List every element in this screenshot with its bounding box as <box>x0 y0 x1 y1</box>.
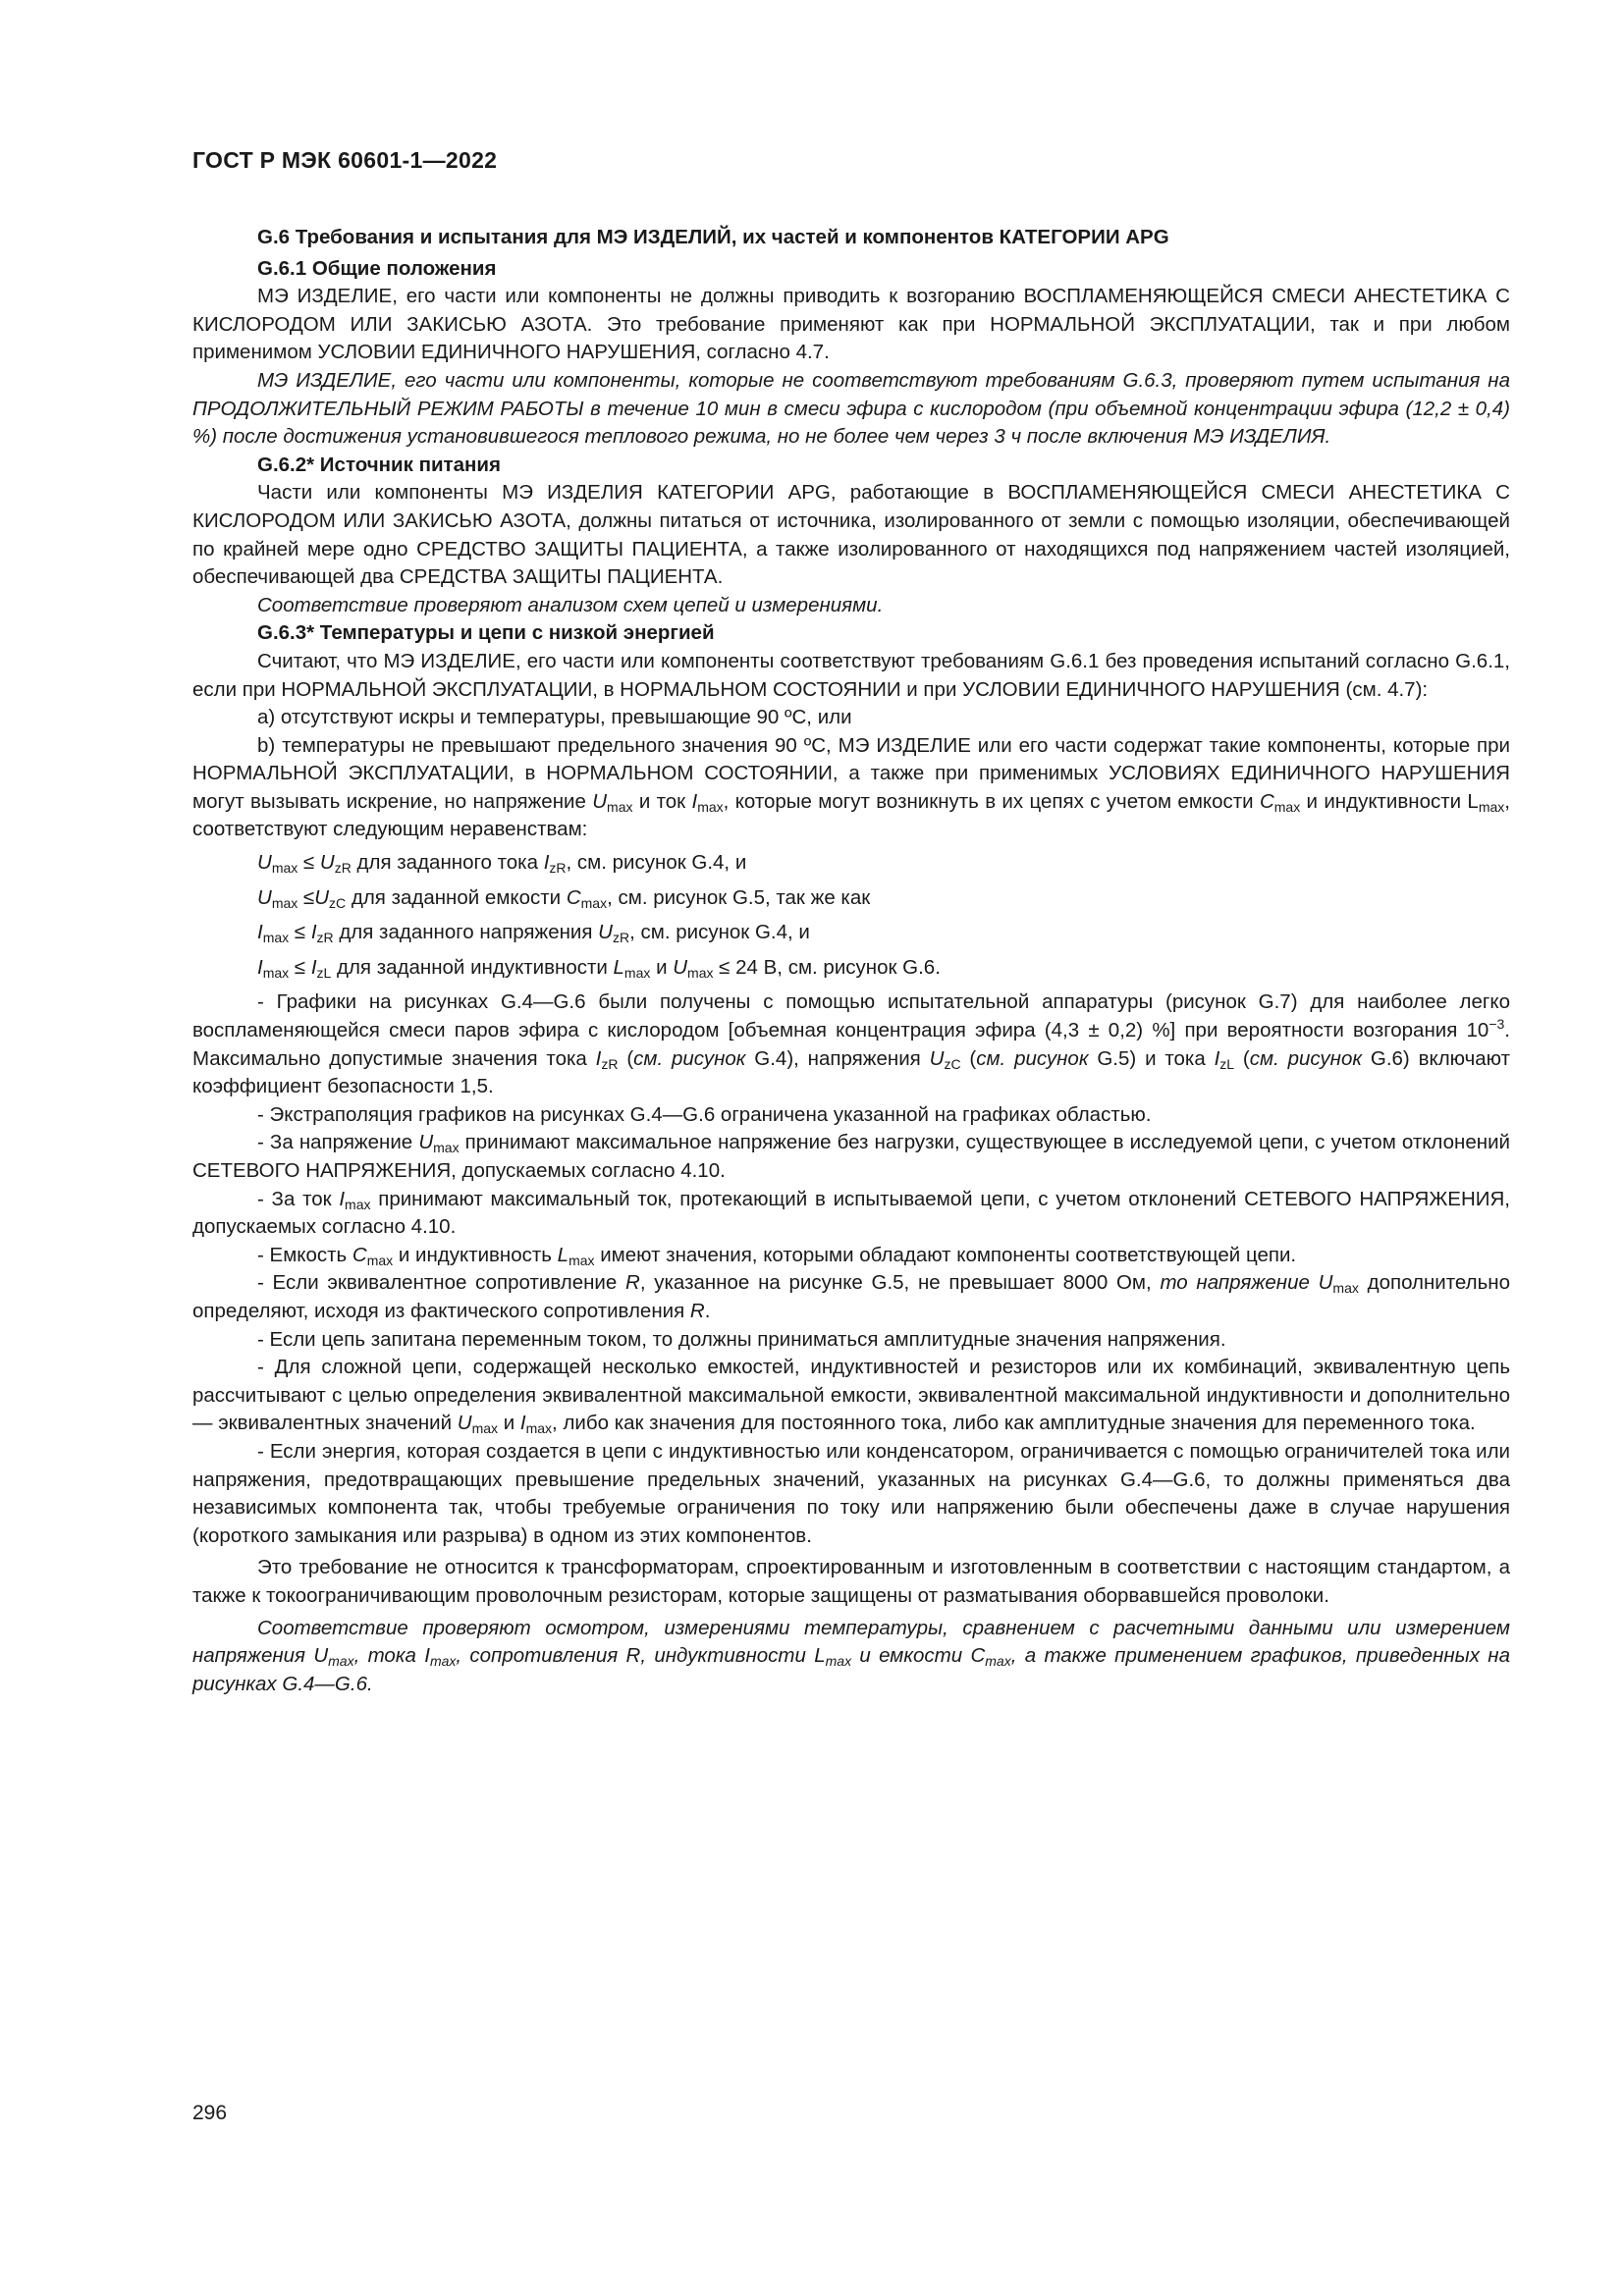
formula-voltage-current: $U_{max} \le U_{zR}$ для заданного тока $I_{zR}$, см. рисунок G.4, и <box>257 851 747 877</box>
formula-current-inductance: $I_{max} \le I_{zL}$ для заданной индуктивности $L_{max}$ и $U_{max} \le 24$ В, см. рисунок G.6. <box>257 955 941 981</box>
note-item: - Если цепь запитана переменным током, то должны приниматься амплитудные значения напряжения. <box>257 1327 1226 1351</box>
section-heading-g6-2: G.6.2* Источник питания <box>257 453 501 476</box>
note-item: - За напряжение $U_{max}$ принимают максимальное напряжение без нагрузки, существующее в исследуемой цепи, с учетом отклонений СЕТЕВОГО НАПРЯЖЕНИЯ, допускаемых согласно 4.10. <box>192 1131 1510 1182</box>
paragraph: Части или компоненты МЭ ИЗДЕЛИЯ КАТЕГОРИИ APG, работающие в ВОСПЛАМЕНЯЮЩЕЙСЯ СМЕСИ АНЕСТЕТИКА С КИСЛОРОДОМ ИЛИ ЗАКИСЬЮ АЗОТА, должны питаться от источника, изолированного от земли с помощью изоляции, обеспечивающей по крайней мере одно СРЕДСТВО ЗАЩИТЫ ПАЦИЕНТА, а также изолированного от находящихся под напряжением частей изоляцией, обеспечивающей два СРЕДСТВА ЗАЩИТЫ ПАЦИЕНТА. <box>192 481 1510 589</box>
document-body <box>192 224 1510 1698</box>
note-item: - Экстраполяция графиков на рисунках G.4—G.6 ограничена указанной на графиках областью. <box>257 1102 1152 1126</box>
list-item-a: a) отсутствуют искры и температуры, превышающие 90 ºС, или <box>257 706 852 729</box>
note-item: - Графики на рисунках G.4—G.6 были получены с помощью испытательной аппаратуры (рисунок G.7) для наиболее легко воспламеняющейся смеси паров эфира с кислородом [объемная концентрация эфира (4,3 ± 0,2) %] при вероятности возгорания $10^{-3}$. Максимально допустимые значения тока $I_{zR}$ (см. рисунок G.4), напряжения $U_{zC}$ (см. рисунок G.5) и тока $I_{zL}$ (см. рисунок G.6) включают коэффициент безопасности 1,5. <box>192 990 1510 1098</box>
note-item: - Если эквивалентное сопротивление R, указанное на рисунке G.5, не превышает 8000 Ом, то напряжение $U_{max}$ дополнительно определяют, исходя из фактического сопротивления R. <box>192 1271 1510 1322</box>
document-header: ГОСТ Р МЭК 60601-1—2022 <box>192 147 498 173</box>
paragraph: Это требование не относится к трансформаторам, спроектированным и изготовленным в соответствии с настоящим стандартом, а также к токоограничивающим проволочным резисторам, которые защищены от разматывания оборвавшейся проволоки. <box>192 1556 1510 1607</box>
formula-current-voltage: $I_{max} \le I_{zR}$ для заданного напряжения $U_{zR}$, см. рисунок G.4, и <box>257 921 810 946</box>
list-item-b: b) температуры не превышают предельного значения 90 ºС, МЭ ИЗДЕЛИЕ или его части содержат такие компоненты, которые при НОРМАЛЬНОЙ ЭКСПЛУАТАЦИИ, в НОРМАЛЬНОМ СОСТОЯНИИ, а также при применимых УСЛОВИЯХ ЕДИНИЧНОГО НАРУШЕНИЯ могут вызывать искрение, но напряжение $U_{max}$ и ток $I_{max}$, которые могут возникнуть в их цепях с учетом емкости $C_{max}$ и индуктивности $L_{max}$, соответствуют следующим неравенствам: <box>192 733 1510 841</box>
page-number: 296 <box>192 2102 228 2124</box>
note-item: - Емкость $C_{max}$ и индуктивность $L_{max}$ имеют значения, которыми обладают компоненты соответствующей цепи. <box>257 1243 1297 1268</box>
compliance-paragraph: Соответствие проверяют осмотром, измерениями температуры, сравнением с расчетными данными или измерением напряжения $U_{max}$, тока $I_{max}$, сопротивления R, индуктивности $L_{max}$ и емкости $C_{max}$, а также применением графиков, приведенных на рисунках G.4—G.6. <box>192 1616 1510 1695</box>
note-item: - За ток $I_{max}$ принимают максимальный ток, протекающий в испытываемой цепи, с учетом отклонений СЕТЕВОГО НАПРЯЖЕНИЯ, допускаемых согласно 4.10. <box>192 1187 1510 1239</box>
paragraph: Считают, что МЭ ИЗДЕЛИЕ, его части или компоненты соответствуют требованиям G.6.1 без проведения испытаний согласно G.6.1, если при НОРМАЛЬНОЙ ЭКСПЛУАТАЦИИ, в НОРМАЛЬНОМ СОСТОЯНИИ и при УСЛОВИИ ЕДИНИЧНОГО НАРУШЕНИЯ (см. 4.7): <box>192 649 1510 701</box>
formula-voltage-capacitance: $U_{max} \le U_{zC}$ для заданной емкости $C_{max}$, см. рисунок G.5, так же как <box>257 885 871 911</box>
section-heading-g6-1: G.6.1 Общие положения <box>257 256 497 280</box>
section-heading-g6-3: G.6.3* Температуры и цепи с низкой энергией <box>257 621 715 645</box>
compliance-paragraph: МЭ ИЗДЕЛИЕ, его части или компоненты, которые не соответствуют требованиям G.6.3, проверяют путем испытания на ПРОДОЛЖИТЕЛЬНЫЙ РЕЖИМ РАБОТЫ в течение 10 мин в смеси эфира с кислородом (при объемной концентрации эфира (12,2 ± 0,4) %) после достижения установившегося теплового режима, но не более чем через 3 ч после включения МЭ ИЗДЕЛИЯ. <box>192 368 1510 449</box>
section-heading-g6: G.6 Требования и испытания для МЭ ИЗДЕЛИЙ, их частей и компонентов КАТЕГОРИИ APG <box>257 226 1169 248</box>
note-item: - Для сложной цепи, содержащей несколько емкостей, индуктивностей и резисторов или их комбинаций, эквивалентную цепь рассчитывают с целью определения эквивалентной максимальной емкости, эквивалентной максимальной индуктивности и дополнительно — эквивалентных значений $U_{max}$ и $I_{max}$, либо как значения для постоянного тока, либо как амплитудные значения для переменного тока. <box>192 1356 1510 1437</box>
paragraph: МЭ ИЗДЕЛИЕ, его части или компоненты не должны приводить к возгоранию ВОСПЛАМЕНЯЮЩЕЙСЯ СМЕСИ АНЕСТЕТИКА С КИСЛОРОДОМ ИЛИ ЗАКИСЬЮ АЗОТА. Это требование применяют как при НОРМАЛЬНОЙ ЭКСПЛУАТАЦИИ, так и при любом применимом УСЛОВИИ ЕДИНИЧНОГО НАРУШЕНИЯ, согласно 4.7. <box>192 285 1510 364</box>
compliance-paragraph: Соответствие проверяют анализом схем цепей и измерениями. <box>257 593 884 616</box>
note-item: - Если энергия, которая создается в цепи с индуктивностью или конденсатором, ограничивается с помощью ограничителей тока или напряжения, предотвращающих превышение предельных значений, указанных на рисунках G.4—G.6, то должны применяться два независимых компонента так, чтобы требуемые ограничения по току или напряжению были обеспечены даже в случае нарушения (короткого замыкания или разрыва) в одном из этих компонентов. <box>192 1439 1510 1547</box>
